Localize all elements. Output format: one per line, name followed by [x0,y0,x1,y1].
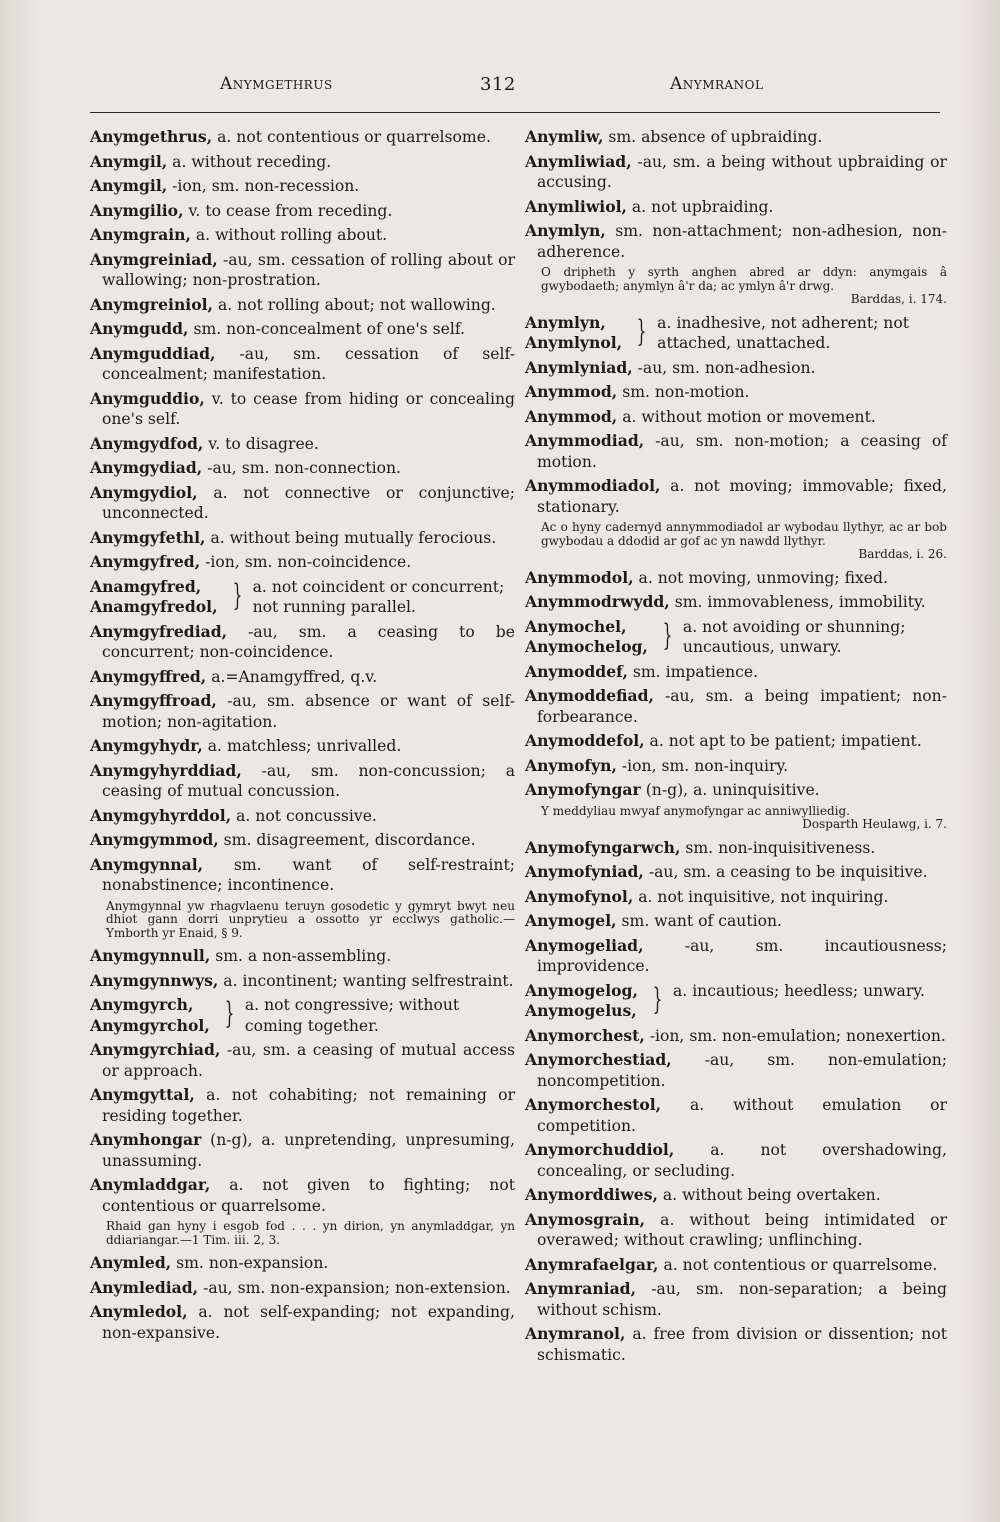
headword: Anymofyngarwch, [525,837,681,857]
headword: Anymmod, [525,406,618,426]
brace: } [224,996,235,1031]
dictionary-entry [90,389,515,430]
citation [541,805,947,832]
definition: -au, sm. incautiousness; improvidence. [537,936,947,975]
definition: a. not moving; immovable; fixed, stationary. [537,477,947,516]
headword: Anymled, [90,1253,172,1272]
dictionary-entry [525,568,947,589]
definition: sm. immovableness, immobility. [669,593,926,611]
dictionary-entry [525,1324,947,1365]
definition: a. not concussive. [231,806,377,825]
dictionary-entry [90,855,515,896]
dictionary-entry [90,1175,515,1216]
headword: Anymgyrchol, [90,1015,210,1035]
definition: a. not contentious or quarrelsome. [212,128,491,146]
headword: Anymliw, [525,127,604,146]
brace: } [662,617,673,653]
dictionary-entry [90,201,515,222]
dictionary-entry [90,152,515,173]
dictionary-entry [525,1185,947,1206]
dictionary-entry [90,319,515,340]
dictionary-entry [525,887,947,908]
dictionary-entry [525,1140,947,1181]
dictionary-entry [525,686,947,727]
headword: Anymranol, [525,1324,626,1343]
headword: Anymorchestol, [525,1095,662,1114]
dictionary-entry [525,592,947,613]
headword: Anamgyfred, [90,576,202,596]
dictionary-entry [525,197,947,218]
dictionary-entry [90,434,515,455]
dictionary-entry [90,1253,515,1274]
headword: Anymledol, [90,1302,188,1321]
definition: a. not congressive; without coming together. [244,996,460,1035]
headword: Anymgil, [90,151,168,171]
definition: a. incautious; heedless; unwary. [672,981,925,1000]
definition: a. matchless; unrivalled. [202,737,402,755]
headword: Anymmodol, [525,567,634,587]
dictionary-entry [525,1279,947,1320]
dictionary-entry [90,1302,515,1343]
definition: (n-g), a. uninquisitive. [640,781,820,799]
brace: } [636,313,647,349]
headword: Anymgymmod, [90,830,219,849]
headword: Anymgyffred, [90,666,207,686]
dictionary-entry [90,691,515,732]
definition: a. not contentious or quarrelsome. [658,1255,938,1274]
right-column [525,127,947,1369]
dictionary-entry [90,225,515,246]
definition: a. not upbraiding. [626,197,774,216]
definition: -au, sm. non-motion; a ceasing of motion. [537,432,947,471]
headword: Anymrafaelgar, [525,1254,659,1274]
dictionary-entry [525,1050,947,1091]
headword: Anymorchuddiol, [525,1140,675,1159]
headword: Anymraniad, [525,1279,637,1298]
dictionary-entry [525,936,947,977]
left-column [90,127,515,1347]
headword: Anymofyn, [525,755,617,775]
dictionary-entry [525,476,947,517]
headword: Anymgyhydr, [90,736,203,755]
definition: -au, sm. a being impatient; non-forbearance. [537,687,947,726]
definition: sm. a non-assembling. [210,947,392,965]
headword: Anymguddio, [90,388,205,408]
definition: -ion, sm. non-emulation; nonexertion. [644,1026,946,1045]
brace: } [652,981,663,1017]
citation [541,521,947,562]
dictionary-entry [525,407,947,428]
definition: -au, sm. absence or want of self-motion; non-agitation. [102,692,515,731]
headword: Anymgydiol, [90,482,198,502]
definition: a. without motion or movement. [617,407,876,426]
dictionary-entry [525,862,947,883]
dictionary-entry [525,780,947,801]
definition: a. inadhesive, not adherent; not attached, unattached. [657,313,910,352]
paired-entry [90,995,515,1036]
definition: -au, sm. non-expansion; non-extension. [198,1278,511,1297]
headword: Anymladdgar, [90,1175,211,1194]
dictionary-entry [525,756,947,777]
definition: a. not avoiding or shunning; uncautious, unwary. [682,617,906,656]
dictionary-entry [90,761,515,802]
dictionary-entry [90,830,515,851]
definition: -au, sm. a ceasing to be inquisitive. [643,863,928,881]
definition: sm. want of self-restraint; nonabstinence; incontinence. [102,855,515,894]
headword: Anymhongar [90,1130,202,1149]
headword: Anymorddiwes, [525,1185,658,1204]
definition: a. without being intimidated or overawed; without crawling; unflinching. [537,1210,947,1249]
headword: Anymlynol, [525,333,623,352]
citation-source: Dosparth Heulawg, i. 7. [802,817,947,831]
headword: Anymgyfethl, [90,527,206,547]
headword: Anymgynnull, [90,946,211,965]
dictionary-entry [90,622,515,663]
definition: (n-g), a. unpretending, unpresuming, unassuming. [102,1131,515,1170]
definition: v. to cease from hiding or concealing one's self. [102,389,515,428]
dictionary-entry [525,221,947,262]
definition: sm. non-expansion. [171,1254,329,1272]
dictionary-entry [90,458,515,479]
headword: Anymgethrus, [90,127,213,146]
dictionary-entry [525,1210,947,1251]
dictionary-entry [90,250,515,291]
dictionary-entry [525,838,947,859]
dictionary-entry [90,483,515,524]
definition: sm. want of caution. [616,912,782,930]
running-header [90,74,940,100]
headword: Anymgydfod, [90,433,204,453]
definition: -au, sm. a being without upbraiding or accusing. [537,152,947,191]
headword: Anymmodrwydd, [525,592,670,611]
headword: Anymoddef, [525,661,628,681]
headword: Anymlediad, [90,1277,199,1297]
headword: Anymgyfred, [90,552,201,571]
headword: Anymorchestiad, [525,1050,672,1069]
dictionary-entry [90,667,515,688]
citation-text: Ac o hyny cadernyd annymmodiadol ar wybodau llythyr, ac ar bob gwybodau a ddodid ar gof ac yn nawdd llythyr. [541,520,947,548]
definition: a. without being mutually ferocious. [205,528,497,547]
definition: a. without emulation or competition. [537,1096,947,1135]
dictionary-entry [525,152,947,193]
dictionary-entry [525,911,947,932]
definition: -au, sm. non-separation; a being without schism. [537,1280,947,1319]
headword: Anymmodiadol, [525,476,661,495]
paired-entry [525,617,947,658]
citation-text: Y meddyliau mwyaf anymofyngar ac anniwylliedig. [541,803,850,818]
paired-entry [525,981,947,1022]
dictionary-entry [90,946,515,967]
definition: a. not cohabiting; not remaining or residing together. [102,1086,515,1125]
definition: a. not inquisitive, not inquiring. [633,887,889,906]
dictionary-entry [90,344,515,385]
definition: -ion, sm. non-coincidence. [200,553,412,571]
definition: a. incontinent; wanting selfrestraint. [218,971,514,990]
citation-source: Barddas, i. 26. [858,547,947,561]
definition: -au, sm. non-connection. [202,459,401,477]
headword: Anymgyttal, [90,1085,195,1104]
definition: a.=Anamgyffred, q.v. [206,667,378,686]
definition: a. free from division or dissention; not schismatic. [537,1325,947,1364]
definition: a. not moving, unmoving; fixed. [633,568,888,587]
definition: a. not given to fighting; not contentious or quarrelsome. [102,1176,515,1215]
header-left-guideword: Anymgethrus [220,74,333,94]
dictionary-entry [90,1040,515,1081]
dictionary-entry [90,1085,515,1126]
definition: -au, sm. non-adhesion. [632,358,816,377]
headword: Anymofynol, [525,886,634,906]
definition: sm. non-motion. [617,383,750,401]
definition: sm. non-attachment; non-adhesion, non-adherence. [537,222,947,261]
headword: Anymgyrch, [90,995,194,1014]
citation [541,266,947,307]
dictionary-entry [90,295,515,316]
dictionary-entry [525,358,947,379]
definition: a. not apt to be patient; impatient. [644,732,922,750]
headword: Anymliwiol, [525,196,627,216]
definition: sm. absence of upbraiding. [603,128,823,146]
headword: Anymlyn, [525,312,606,332]
definition: -au, sm. a ceasing to be concurrent; non-coincidence. [102,622,515,661]
dictionary-entry [90,176,515,197]
definition: a. without rolling about. [190,226,388,244]
dictionary-entry [525,1026,947,1047]
headword: Anymofyniad, [525,862,644,881]
definition: -ion, sm. non-inquiry. [616,756,789,775]
header-right-guideword: Anymranol [670,74,764,94]
definition: a. not connective or conjunctive; unconnected. [102,483,515,522]
dictionary-entry [90,528,515,549]
definition: -au, sm. cessation of self-concealment; manifestation. [102,344,515,383]
citation-source: Barddas, i. 174. [850,292,947,306]
page-number: 312 [480,74,516,95]
dictionary-entry [90,736,515,757]
headword: Anymgynnal, [90,854,204,874]
citation-text: O dripheth y syrth anghen abred ar ddyn: anymgais â gwybodaeth; anymlyn â'r da; ac ymlyn â'r drwg. [541,265,947,293]
headword: Anymosgrain, [525,1209,646,1229]
brace: } [232,577,242,613]
headword: Anymogelog, [525,980,638,1000]
headword: Anymorchest, [525,1025,645,1045]
headword: Anymgyhyrddiad, [90,760,242,780]
headword: Anymgyfrediad, [90,621,228,641]
dictionary-entry [525,1095,947,1136]
headword: Anymogeliad, [525,935,644,955]
headword: Anymmod, [525,382,618,401]
dictionary-entry [525,1255,947,1276]
dictionary-entry [525,127,947,148]
headword: Anymochelog, [525,637,648,656]
headword: Anymgil, [90,176,168,195]
headword: Anymgreiniol, [90,294,213,314]
headword: Anymoddefiad, [525,686,654,705]
definition: -au, sm. non-concussion; a ceasing of mutual concussion. [102,761,515,800]
dictionary-entry [90,1130,515,1171]
definition: a. not overshadowing, concealing, or secluding. [537,1141,947,1180]
headword: Anymofyngar [525,780,641,799]
headword: Anymgudd, [90,319,189,338]
headword: Anamgyfredol, [90,597,218,616]
definition: v. to disagree. [203,434,319,453]
definition: -au, sm. non-emulation; noncompetition. [537,1051,947,1090]
headword: Anymgydiad, [90,458,203,477]
paired-entry [525,313,947,354]
headword: Anymgrain, [90,225,191,244]
headword: Anymgynnwys, [90,970,219,990]
headword: Anymguddiad, [90,343,216,363]
definition: -au, sm. a ceasing of mutual access or approach. [102,1041,515,1080]
dictionary-entry [525,431,947,472]
definition: a. not rolling about; not wallowing. [212,295,496,314]
definition: v. to cease from receding. [183,201,393,220]
headword: Anymgilio, [90,200,184,220]
dictionary-entry [525,382,947,403]
dictionary-entry [90,806,515,827]
headword: Anymogelus, [525,1001,637,1020]
definition: a. not coincident or concurrent; not running parallel. [252,577,505,616]
definition: -au, sm. cessation of rolling about or wallowing; non-prostration. [102,250,515,289]
dictionary-entry [90,127,515,148]
definition: -ion, sm. non-recession. [167,177,360,195]
headword: Anymgyrchiad, [90,1040,221,1059]
headword: Anymoddefol, [525,731,645,750]
dictionary-entry [525,662,947,683]
headword: Anymgyhyrddol, [90,805,232,825]
dictionary-entry [525,731,947,752]
headword: Anymgyffroad, [90,691,217,710]
headword: Anymmodiad, [525,431,645,450]
definition: sm. non-inquisitiveness. [680,838,876,857]
dictionary-entry [90,971,515,992]
header-rule [90,112,940,113]
headword: Anymogel, [525,911,617,930]
dictionary-entry [90,1278,515,1299]
headword: Anymliwiad, [525,151,632,171]
definition: a. not self-expanding; not expanding, non-expansive. [102,1303,515,1342]
definition: a. without receding. [167,152,332,171]
definition: sm. non-concealment of one's self. [188,320,465,338]
definition: a. without being overtaken. [657,1186,881,1204]
headword: Anymochel, [525,616,627,636]
headword: Anymlyn, [525,221,606,240]
definition: sm. impatience. [627,662,759,681]
paired-entry [90,577,515,618]
headword: Anymgreiniad, [90,249,218,269]
definition: sm. disagreement, discordance. [218,831,476,849]
headword: Anymlyniad, [525,357,633,377]
citation: Anymgynnal yw rhagvlaenu teruyn gosodetic y gymryt bwyt neu dhiot gann dorri unprytieu a ossotto yr ecclwys gatholic.—Ymborth yr Enaid, § 9. [106,898,515,940]
dictionary-entry [90,552,515,573]
citation: Rhaid gan hyny i esgob fod . . . yn dirion, yn anymladdgar, yn ddiariangar.—1 Tim. iii. 2, 3. [106,1219,515,1247]
